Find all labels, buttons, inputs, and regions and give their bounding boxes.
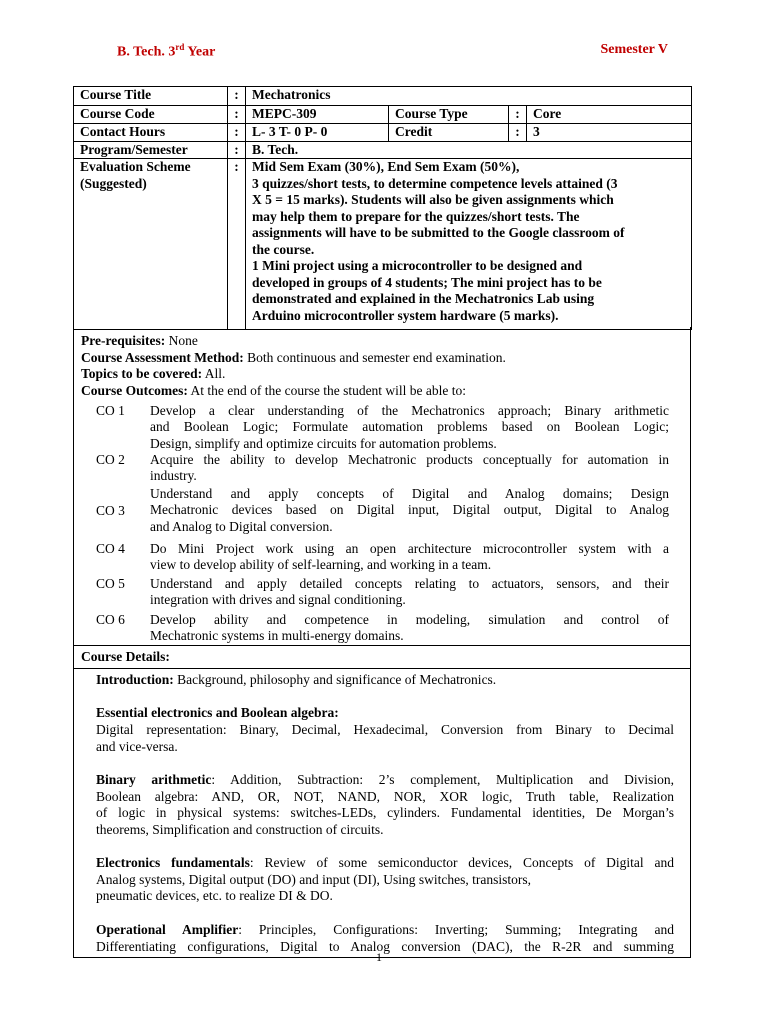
detail-electronics-fundamentals: Electronics fundamentals: Review of some semiconductor devices, Concepts of Digital and Analog systems, Digital output (DO) and input (DI), Using switches, transistors, pneumatic devices, etc. to realize DI & DO. — [96, 855, 674, 904]
course-details-body — [73, 669, 691, 958]
colon: : — [228, 124, 246, 142]
detail-operational-amplifier: Operational Amplifier: Principles, Configurations: Inverting; Summing; Integrating and Differentiating configurations, Digital to Analog conversion (DAC), the R-2R and summing — [96, 922, 674, 954]
course-type-label: Course Type — [389, 106, 509, 124]
course-title-value: Mechatronics — [246, 87, 692, 106]
course-overview-text: Pre-requisites: None Course Assessment Method: Both continuous and semester end examination. Topics to be covered: All. Course Outcomes: At the end of the course the student will be able to: — [81, 333, 506, 398]
program-year-header: B. Tech. 3rd Year — [117, 42, 216, 60]
colon: : — [228, 87, 246, 106]
detail-binary-arithmetic: Binary arithmetic: Addition, Subtraction: 2’s complement, Multiplication and Division, Boolean algebra: AND, OR, NOT, NAND, NOR, XOR logic, Truth table, Realization of logic in physical systems: switches-LEDs, cylinders. Fundamental identities, De Morgan’s theorems, Simplification and construction of circuits. — [96, 772, 674, 837]
contact-hours-label: Contact Hours — [74, 124, 228, 142]
row-contact-hours — [74, 124, 692, 142]
row-course-code — [74, 106, 692, 124]
course-code-label: Course Code — [74, 106, 228, 124]
row-course-title — [74, 87, 692, 106]
colon: : — [228, 106, 246, 124]
evaluation-scheme-text: Mid Sem Exam (30%), End Sem Exam (50%), 3 quizzes/short tests, to determine competence levels attained (3 X 5 = 15 marks). Students will also be given assignments which may help them to prepare for the quizzes/short tests. The assignments will have to be submitted to the Google classroom of the course. 1 Mini project using a microcontroller to be designed and developed in groups of 4 students; The mini project has to be demonstrated and explained in the Mechatronics Lab using Arduino microcontroller system hardware (5 marks). — [246, 159, 692, 330]
credit-label: Credit — [389, 124, 509, 142]
colon: : — [228, 159, 246, 330]
evaluation-label: Evaluation Scheme (Suggested) — [74, 159, 228, 330]
program-value: B. Tech. — [246, 141, 692, 159]
contact-hours-value: L- 3 T- 0 P- 0 — [246, 124, 389, 142]
credit-value: 3 — [527, 124, 692, 142]
semester-header: Semester V — [600, 42, 668, 57]
detail-essential-electronics: Essential electronics and Boolean algebra: — [96, 705, 339, 720]
colon: : — [228, 141, 246, 159]
course-title-label: Course Title — [74, 87, 228, 106]
detail-introduction: Introduction: Background, philosophy and significance of Mechatronics. — [96, 672, 497, 687]
course-details-title: Course Details: — [81, 649, 170, 664]
course-details-header — [73, 646, 691, 669]
course-overview-section: Pre-requisites: None Course Assessment Method: Both continuous and semester end examination. Topics to be covered: All. Course Outcomes: At the end of the course the student will be able to: CO 1 Develop a clear understanding of the Mechatronics approach; Binary arithmetic and Boolean Logic; Formulate automation problems based on Boolean Logic; Design, simplify and optimize circuits for automation problems. CO 2 Acquire the ability to develop Mechatronic products conceptually for automation in industry. CO 3 Understand and apply concepts of Digital and Analog domains; Design Mechatronic devices based on Digital input, Digital output, Digital to Analog and Analog to Digital conversion. CO 4 Do Mini Project work using an open architecture microcontroller system with a view to develop ability of self-learning, and working in a team. CO 5 Understand and apply detailed concepts relating to actuators, sensors, and their integration with drives and signal conditioning. CO 6 Develop ability and competence in modeling, simulation and control of Mechatronic systems in multi-energy domains. — [73, 327, 691, 646]
course-type-value: Core — [527, 106, 692, 124]
colon: : — [509, 106, 527, 124]
row-evaluation — [74, 159, 692, 330]
detail-digital-representation: Digital representation: Binary, Decimal, Hexadecimal, Conversion from Binary to Decimal and vice-versa. — [96, 722, 674, 754]
program-label: Program/Semester — [74, 141, 228, 159]
page-number: 1 — [376, 950, 382, 964]
course-info-table — [73, 86, 692, 330]
row-program — [74, 141, 692, 159]
course-code-value: MEPC-309 — [246, 106, 389, 124]
colon: : — [509, 124, 527, 142]
